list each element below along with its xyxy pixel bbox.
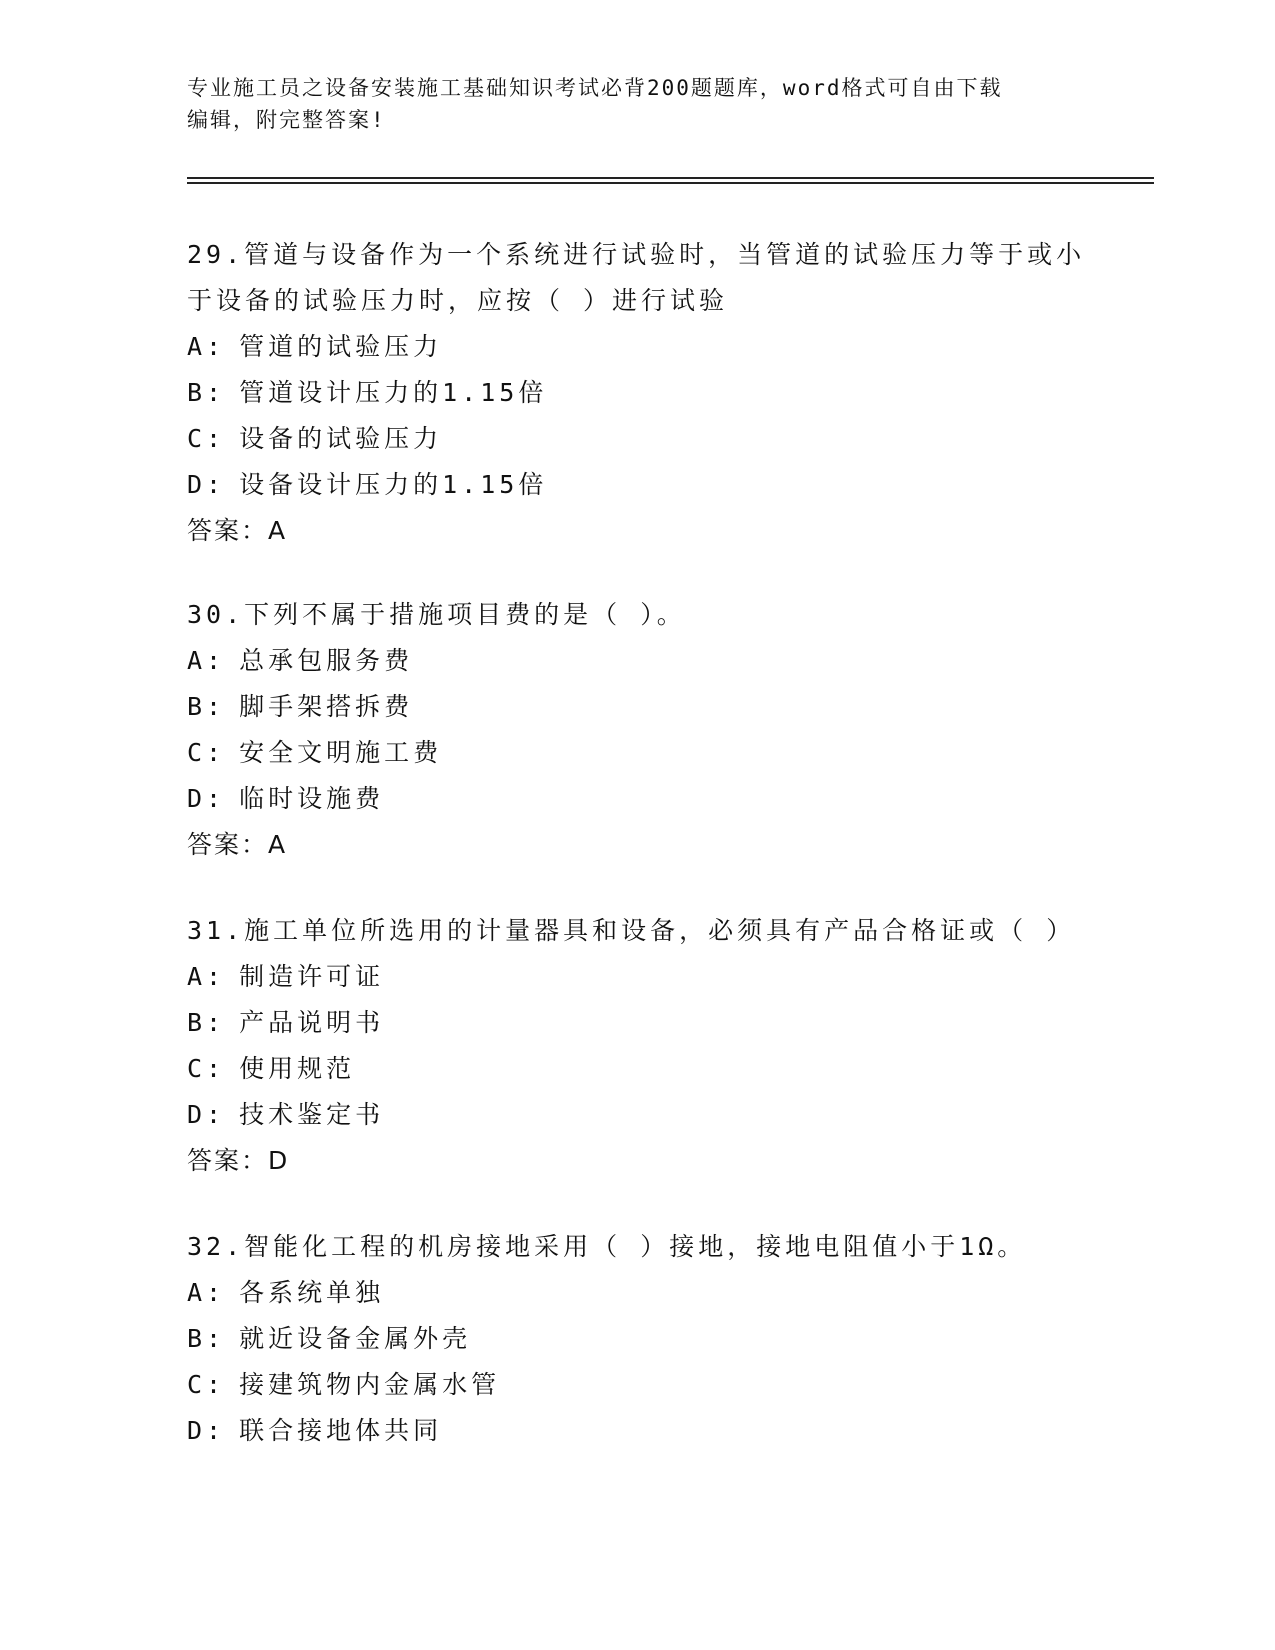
header-title-line-1: 专业施工员之设备安装施工基础知识考试必背200题题库，word格式可自由下载 — [187, 76, 1003, 100]
option-text: 就近设备金属外壳 — [239, 1324, 472, 1353]
option-text: 接建筑物内金属水管 — [239, 1370, 501, 1399]
option-letter: B: — [187, 692, 226, 721]
option-text: 设备设计压力的1.15倍 — [239, 470, 548, 499]
option-text: 临时设施费 — [239, 784, 385, 813]
option-b — [187, 1316, 1087, 1362]
option-d — [187, 1408, 1087, 1454]
option-letter: D: — [187, 1100, 226, 1129]
option-a — [187, 954, 1087, 1000]
option-text: 各系统单独 — [239, 1278, 385, 1307]
option-c — [187, 1046, 1087, 1092]
option-c — [187, 1362, 1087, 1408]
option-text: 制造许可证 — [239, 962, 385, 991]
question-29 — [187, 232, 1087, 554]
option-b — [187, 370, 1087, 416]
answer-line: 答案：A — [187, 516, 288, 545]
header-title-line-2: 编辑，附完整答案! — [187, 108, 386, 132]
option-letter: C: — [187, 738, 226, 767]
option-letter: A: — [187, 962, 226, 991]
question-stem: 29.管道与设备作为一个系统进行试验时，当管道的试验压力等于或小 — [187, 240, 1086, 269]
question-stem: 32.智能化工程的机房接地采用（ ）接地，接地电阻值小于1Ω。 — [187, 1232, 1027, 1261]
option-letter: A: — [187, 646, 226, 675]
question-31 — [187, 908, 1087, 1184]
header-divider-bottom — [187, 182, 1154, 184]
option-text: 联合接地体共同 — [239, 1416, 443, 1445]
option-letter: C: — [187, 424, 226, 453]
option-d — [187, 462, 1087, 508]
option-text: 总承包服务费 — [239, 646, 414, 675]
option-letter: C: — [187, 1054, 226, 1083]
option-text: 管道设计压力的1.15倍 — [239, 378, 548, 407]
option-text: 使用规范 — [239, 1054, 356, 1083]
option-letter: D: — [187, 1416, 226, 1445]
option-d — [187, 1092, 1087, 1138]
answer-line: 答案：A — [187, 830, 288, 859]
option-letter: D: — [187, 784, 226, 813]
document-header — [187, 72, 1067, 136]
option-a — [187, 638, 1087, 684]
question-30 — [187, 592, 1087, 868]
question-32 — [187, 1224, 1087, 1454]
option-a — [187, 324, 1087, 370]
option-a — [187, 1270, 1087, 1316]
question-stem: 30.下列不属于措施项目费的是（ ）。 — [187, 600, 686, 629]
question-stem: 31.施工单位所选用的计量器具和设备，必须具有产品合格证或（ ） — [187, 916, 1076, 945]
option-letter: C: — [187, 1370, 226, 1399]
option-letter: B: — [187, 1008, 226, 1037]
option-b — [187, 684, 1087, 730]
option-text: 安全文明施工费 — [239, 738, 443, 767]
option-d — [187, 776, 1087, 822]
option-letter: A: — [187, 332, 226, 361]
header-divider-top — [187, 177, 1154, 179]
option-text: 技术鉴定书 — [239, 1100, 385, 1129]
answer-line: 答案：D — [187, 1146, 290, 1175]
option-c — [187, 416, 1087, 462]
option-text: 设备的试验压力 — [239, 424, 443, 453]
option-text: 脚手架搭拆费 — [239, 692, 414, 721]
option-letter: B: — [187, 1324, 226, 1353]
option-letter: B: — [187, 378, 226, 407]
option-c — [187, 730, 1087, 776]
option-b — [187, 1000, 1087, 1046]
option-letter: A: — [187, 1278, 226, 1307]
option-letter: D: — [187, 470, 226, 499]
question-stem: 于设备的试验压力时，应按（ ）进行试验 — [187, 286, 729, 315]
option-text: 产品说明书 — [239, 1008, 385, 1037]
option-text: 管道的试验压力 — [239, 332, 443, 361]
